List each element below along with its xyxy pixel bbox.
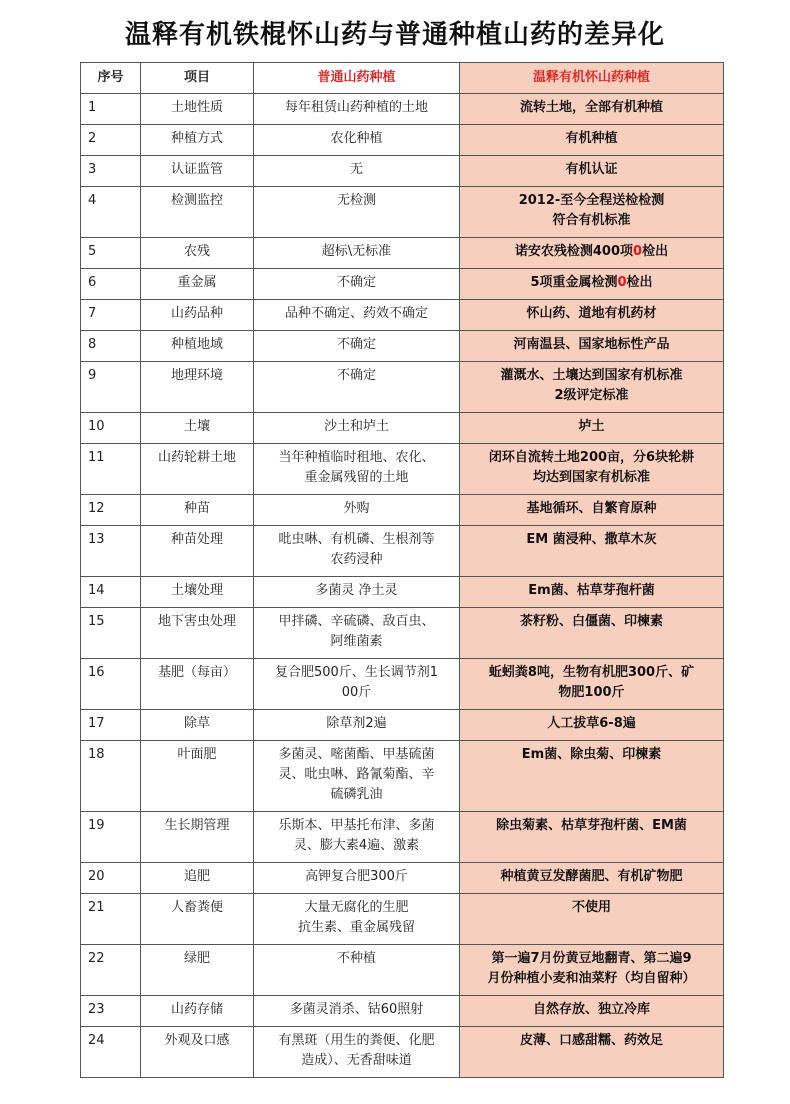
row-item: 农残 [141, 238, 254, 269]
row-item: 外观及口感 [141, 1027, 254, 1078]
row-organic: 垆土 [460, 413, 724, 444]
row-normal: 品种不确定、药效不确定 [254, 300, 460, 331]
zero-detected-value: 0 [633, 244, 643, 259]
table-row [81, 495, 724, 526]
table-row [81, 996, 724, 1027]
row-number: 20 [81, 863, 141, 894]
table-row [81, 608, 724, 659]
row-normal: 甲拌磷、辛硫磷、敌百虫、 阿维菌素 [254, 608, 460, 659]
table-row [81, 125, 724, 156]
row-item: 叶面肥 [141, 741, 254, 812]
row-item: 基肥（每亩） [141, 659, 254, 710]
row-normal: 无检测 [254, 187, 460, 238]
row-organic: 灌溉水、土壤达到国家有机标准 2级评定标准 [460, 362, 724, 413]
row-number: 11 [81, 444, 141, 495]
row-item: 种苗 [141, 495, 254, 526]
row-item: 生长期管理 [141, 812, 254, 863]
row-number: 5 [81, 238, 141, 269]
row-item: 种苗处理 [141, 526, 254, 577]
row-normal: 大量无腐化的生肥 抗生素、重金属残留 [254, 894, 460, 945]
row-normal: 多菌灵、嘧菌酯、甲基硫菌 灵、吡虫啉、路氰菊酯、辛 硫磷乳油 [254, 741, 460, 812]
row-organic: 种植黄豆发酵菌肥、有机矿物肥 [460, 863, 724, 894]
table-row [81, 659, 724, 710]
table-row [81, 1027, 724, 1078]
row-item: 种植地域 [141, 331, 254, 362]
table-row [81, 812, 724, 863]
row-organic: 河南温县、国家地标性产品 [460, 331, 724, 362]
row-number: 23 [81, 996, 141, 1027]
comparison-table [80, 62, 724, 1078]
row-normal: 有黑斑（用生的粪便、化肥 造成）、无香甜味道 [254, 1027, 460, 1078]
row-item: 山药轮耕土地 [141, 444, 254, 495]
row-item: 地下害虫处理 [141, 608, 254, 659]
row-item: 土地性质 [141, 94, 254, 125]
row-organic: 怀山药、道地有机药材 [460, 300, 724, 331]
row-normal: 外购 [254, 495, 460, 526]
row-organic: 2012-至今全程送检检测 符合有机标准 [460, 187, 724, 238]
page-title: 温释有机铁棍怀山药与普通种植山药的差异化 [124, 20, 665, 50]
row-normal: 除草剂2遍 [254, 710, 460, 741]
table-row [81, 741, 724, 812]
row-organic: EM 菌浸种、撒草木灰 [460, 526, 724, 577]
row-normal: 农化种植 [254, 125, 460, 156]
organic-text-pre: 诺安农残检测400项 [514, 244, 634, 259]
row-normal: 无 [254, 156, 460, 187]
table-row [81, 94, 724, 125]
row-normal: 吡虫啉、有机磷、生根剂等 农药浸种 [254, 526, 460, 577]
table-row [81, 894, 724, 945]
row-normal: 多菌灵消杀、钴60照射 [254, 996, 460, 1027]
row-number: 14 [81, 577, 141, 608]
row-organic: 闭环自流转土地200亩，分6块轮耕 均达到国家有机标准 [460, 444, 724, 495]
row-number: 7 [81, 300, 141, 331]
row-organic: 自然存放、独立冷库 [460, 996, 724, 1027]
row-normal: 不确定 [254, 269, 460, 300]
row-item: 除草 [141, 710, 254, 741]
row-normal: 沙土和垆土 [254, 413, 460, 444]
header-no: 序号 [81, 63, 141, 94]
row-number: 16 [81, 659, 141, 710]
row-number: 8 [81, 331, 141, 362]
row-number: 13 [81, 526, 141, 577]
table-row [81, 362, 724, 413]
row-normal: 多菌灵 净土灵 [254, 577, 460, 608]
table-row [81, 156, 724, 187]
row-item: 检测监控 [141, 187, 254, 238]
row-number: 4 [81, 187, 141, 238]
row-organic: 除虫菊素、枯草芽孢杆菌、EM菌 [460, 812, 724, 863]
row-number: 22 [81, 945, 141, 996]
row-number: 9 [81, 362, 141, 413]
row-item: 人畜粪便 [141, 894, 254, 945]
row-organic [460, 238, 724, 269]
row-item: 种植方式 [141, 125, 254, 156]
row-organic: 茶籽粉、白僵菌、印楝素 [460, 608, 724, 659]
header-organic: 温释有机怀山药种植 [460, 63, 724, 94]
row-organic: Em菌、除虫菊、印楝素 [460, 741, 724, 812]
table-row [81, 526, 724, 577]
row-item: 土壤 [141, 413, 254, 444]
row-number: 3 [81, 156, 141, 187]
zero-detected-value: 0 [617, 275, 627, 290]
organic-text-post: 检出 [642, 244, 669, 259]
table-row [81, 945, 724, 996]
row-organic [460, 269, 724, 300]
row-item: 山药品种 [141, 300, 254, 331]
row-organic: 不使用 [460, 894, 724, 945]
table-row [81, 413, 724, 444]
row-organic: 人工拔草6-8遍 [460, 710, 724, 741]
row-organic: 流转土地，全部有机种植 [460, 94, 724, 125]
row-organic: 有机种植 [460, 125, 724, 156]
row-number: 15 [81, 608, 141, 659]
row-organic: 蚯蚓粪8吨，生物有机肥300斤、矿 物肥100斤 [460, 659, 724, 710]
row-number: 19 [81, 812, 141, 863]
row-number: 21 [81, 894, 141, 945]
row-item: 地理环境 [141, 362, 254, 413]
header-item: 项目 [141, 63, 254, 94]
row-normal: 不确定 [254, 362, 460, 413]
row-normal: 超标\无标准 [254, 238, 460, 269]
table-row [81, 577, 724, 608]
table-row [81, 331, 724, 362]
header-normal: 普通山药种植 [254, 63, 460, 94]
row-number: 12 [81, 495, 141, 526]
row-number: 17 [81, 710, 141, 741]
organic-text-post: 检出 [626, 275, 653, 290]
table-body [81, 94, 724, 1078]
row-item: 认证监管 [141, 156, 254, 187]
row-item: 土壤处理 [141, 577, 254, 608]
row-normal: 不确定 [254, 331, 460, 362]
row-organic: 有机认证 [460, 156, 724, 187]
table-row [81, 710, 724, 741]
row-number: 10 [81, 413, 141, 444]
row-number: 6 [81, 269, 141, 300]
row-item: 重金属 [141, 269, 254, 300]
table-row [81, 863, 724, 894]
row-organic: Em菌、枯草芽孢杆菌 [460, 577, 724, 608]
row-organic: 第一遍7月份黄豆地翻青、第二遍9 月份种植小麦和油菜籽（均自留种） [460, 945, 724, 996]
table-row [81, 238, 724, 269]
row-item: 绿肥 [141, 945, 254, 996]
row-normal: 不种植 [254, 945, 460, 996]
row-normal: 乐斯本、甲基托布津、多菌 灵、膨大素4遍、激素 [254, 812, 460, 863]
row-number: 1 [81, 94, 141, 125]
row-normal: 复合肥500斤、生长调节剂1 00斤 [254, 659, 460, 710]
row-organic: 基地循环、自繁育原种 [460, 495, 724, 526]
row-number: 24 [81, 1027, 141, 1078]
row-normal: 当年种植临时租地、农化、 重金属残留的土地 [254, 444, 460, 495]
row-organic: 皮薄、口感甜糯、药效足 [460, 1027, 724, 1078]
table-row [81, 444, 724, 495]
organic-text-pre: 5项重金属检测 [530, 275, 618, 290]
table-row [81, 300, 724, 331]
row-number: 18 [81, 741, 141, 812]
table-header-row [81, 63, 724, 94]
table-row [81, 269, 724, 300]
row-normal: 每年租赁山药种植的土地 [254, 94, 460, 125]
table-row [81, 187, 724, 238]
row-item: 追肥 [141, 863, 254, 894]
row-normal: 高钾复合肥300斤 [254, 863, 460, 894]
row-item: 山药存储 [141, 996, 254, 1027]
row-number: 2 [81, 125, 141, 156]
